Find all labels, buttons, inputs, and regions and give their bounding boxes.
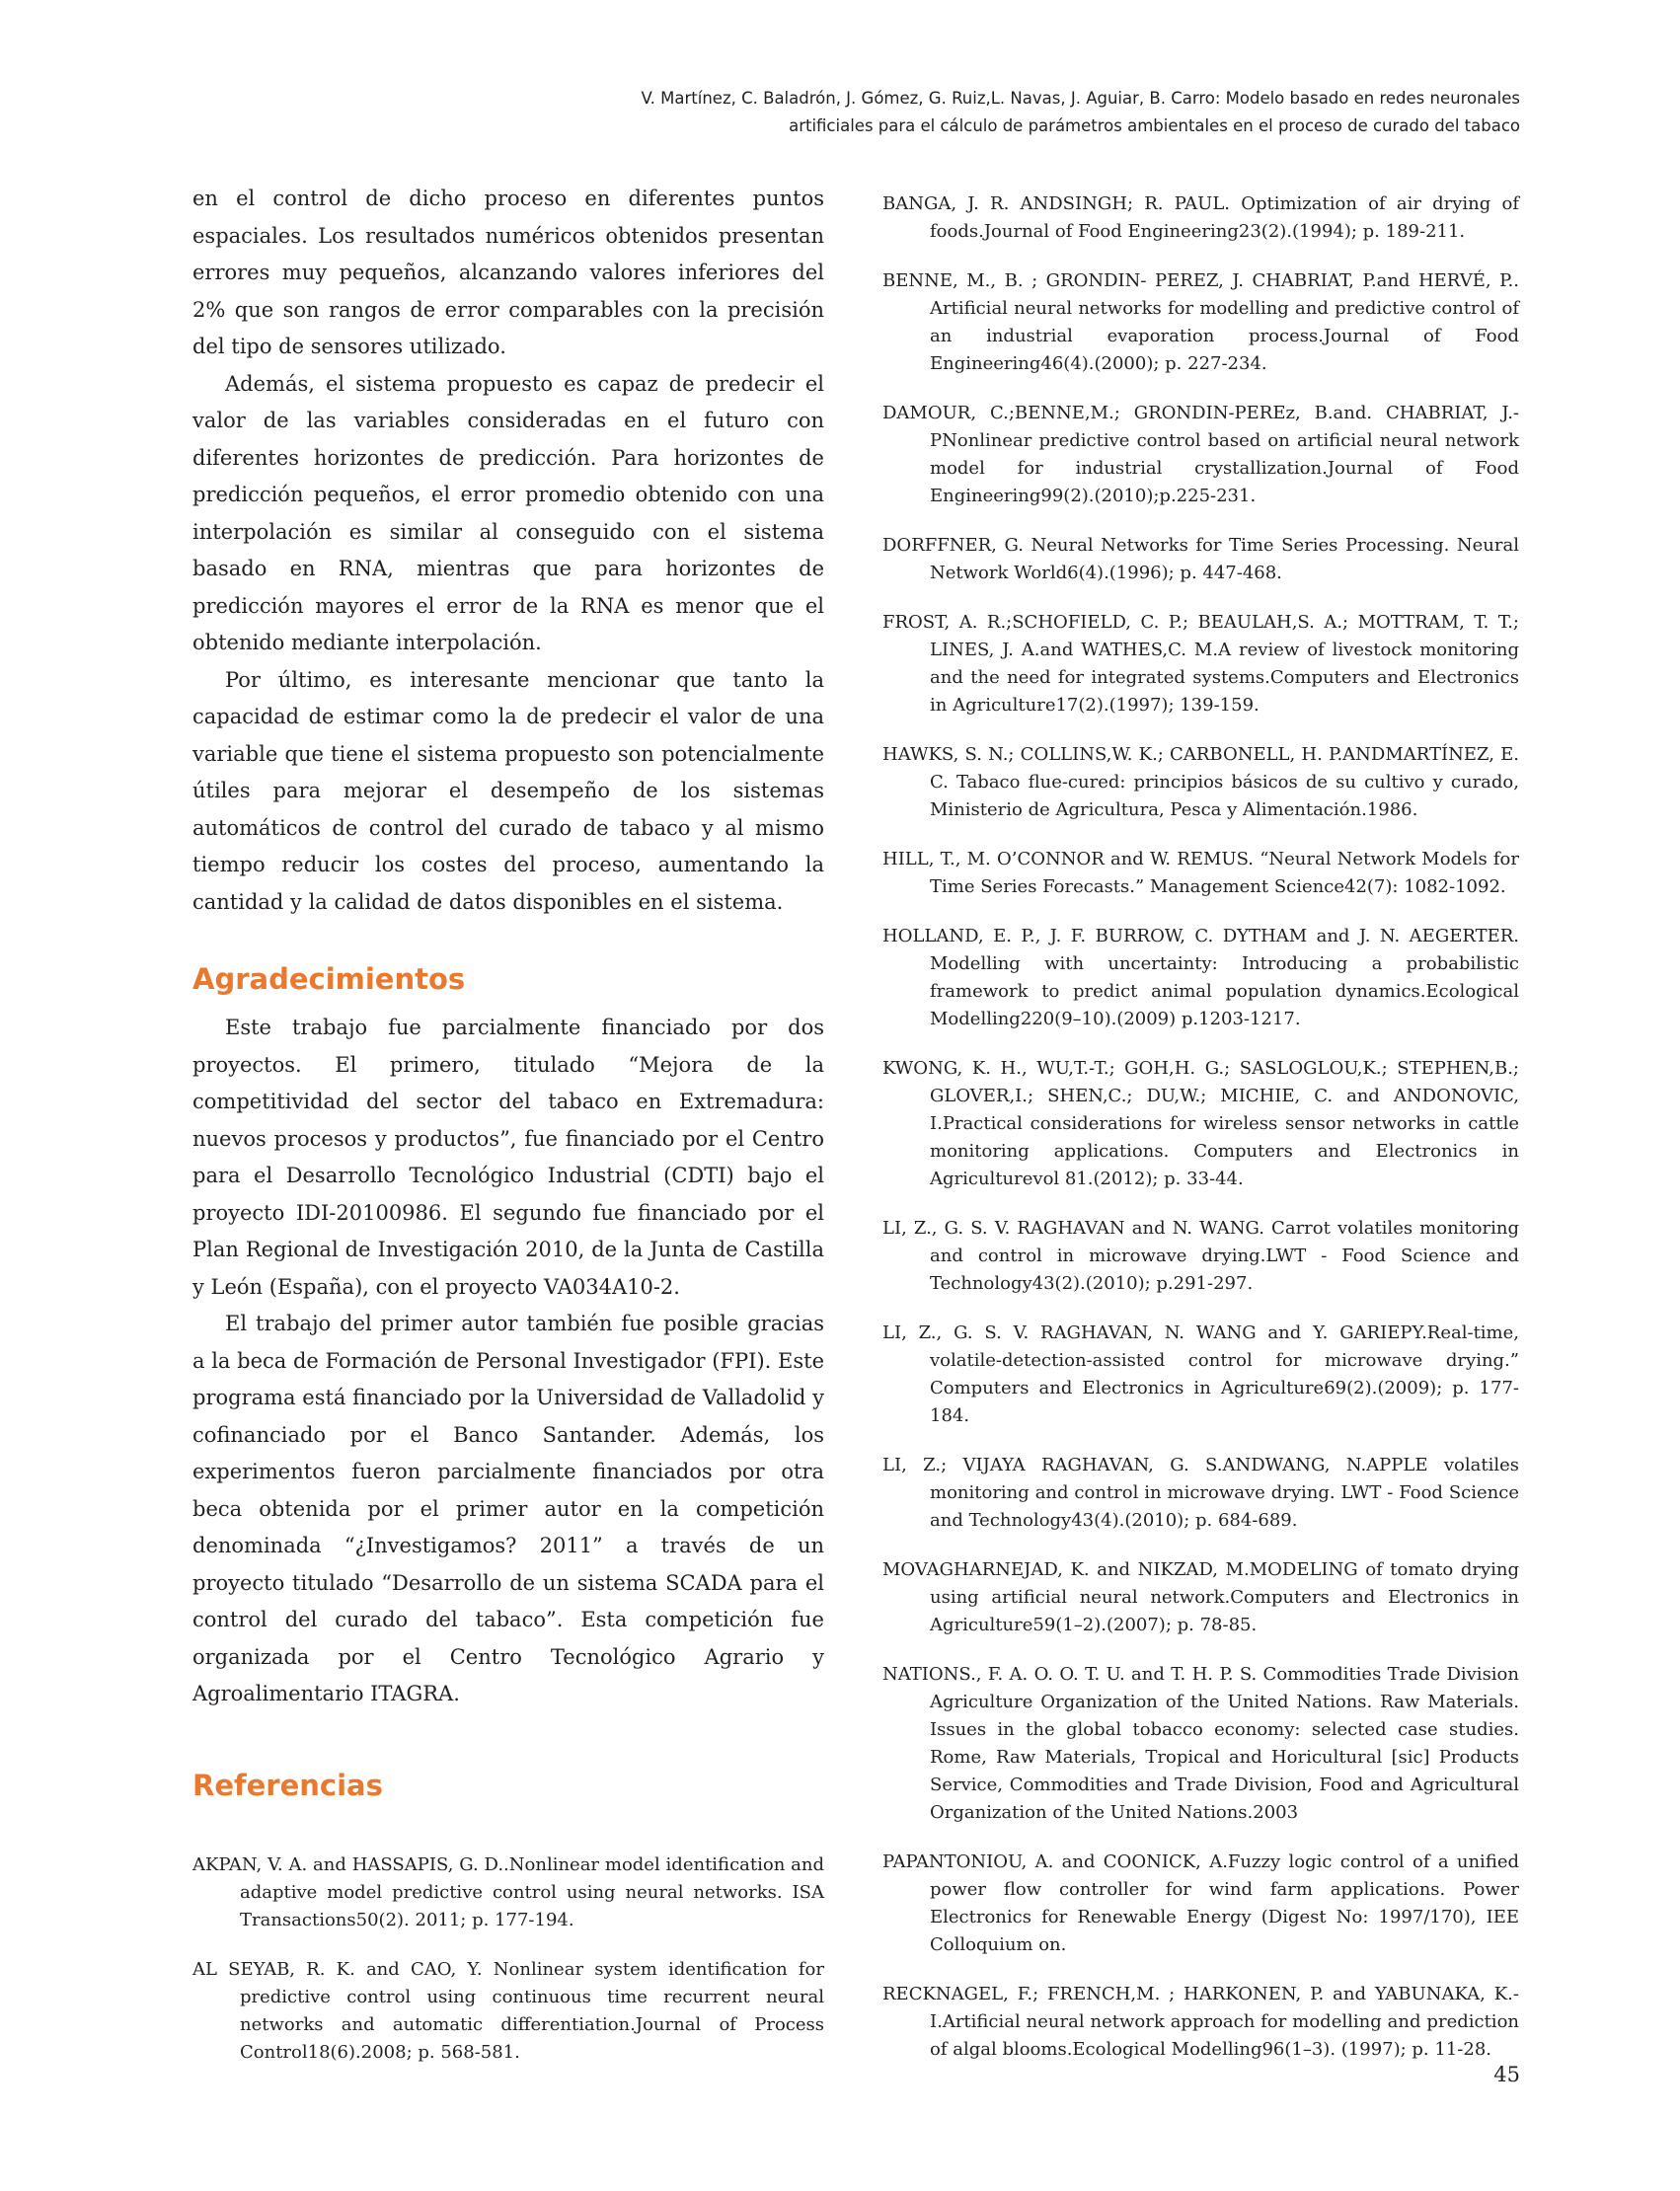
references-heading: Referencias — [192, 1768, 383, 1802]
left-column — [192, 181, 824, 2088]
reference-item: MOVAGHARNEJAD, K. and NIKZAD, M.MODELING of tomato drying using artificial neural network.Computers and Electronics in Agriculture59(1–2).(2007); p. 78-85. — [882, 1559, 1519, 1635]
reference-item: LI, Z.; VIJAYA RAGHAVAN, G. S.ANDWANG, N.APPLE volatiles monitoring and control in microwave drying. LWT - Food Science and Technology43(4).(2010); p. 684-689. — [882, 1455, 1519, 1531]
reference-item: LI, Z., G. S. V. RAGHAVAN and N. WANG. Carrot volatiles monitoring and control in microwave drying.LWT - Food Science and Technology43(2).(2010); p.291-297. — [882, 1218, 1519, 1294]
running-header-line-2: artificiales para el cálculo de parámetros ambientales en el proceso de curado del tabaco — [789, 116, 1520, 135]
reference-item: AKPAN, V. A. and HASSAPIS, G. D..Nonlinear model identification and adaptive model predictive control using neural networks. ISA Transactions50(2). 2011; p. 177-194. — [192, 1853, 824, 1930]
reference-item: AL SEYAB, R. K. and CAO, Y. Nonlinear system identification for predictive control using continuous time recurrent neural networks and automatic differentiation.Journal of Process Control18(6).2008; p. 568-581. — [192, 1958, 824, 2063]
reference-item: BENNE, M., B. ; GRONDIN- PEREZ, J. CHABRIAT, P.and HERVÉ, P.. Artificial neural networks for modelling and predictive control of an industrial evaporation process.Journal of Food Engineering46(4).(2000); p. 227-234. — [882, 270, 1519, 374]
acknowledgements-paragraph: El trabajo del primer autor también fue posible gracias a la beca de Formación de Personal Investigador (FPI). Este programa está financiado por la Universidad de Valladolid y cofinanciado por el Banco Santander. Además, los experimentos fueron parcialmente financiados por otra beca obtenida por el primer autor en la competición denominada “¿Investigamos? 2011” a través de un proyecto titulado “Desarrollo de un sistema SCADA para el control del curado del tabaco”. Esta competición fue organizada por el Centro Tecnológico Agrario y Agroalimentario ITAGRA. — [192, 1312, 824, 1705]
right-column — [882, 190, 1519, 2085]
reference-item: DORFFNER, G. Neural Networks for Time Series Processing. Neural Network World6(4).(1996); p. 447-468. — [882, 535, 1519, 583]
body-paragraph: Por último, es interesante mencionar que tanto la capacidad de estimar como la de predecir el valor de una variable que tiene el sistema propuesto son potencialmente útiles para mejorar el desempeño de los sistemas automáticos de control del curado de tabaco y al mismo tiempo reducir los costes del proceso, aumentando la cantidad y la calidad de datos disponibles en el sistema. — [192, 667, 824, 914]
acknowledgements-paragraph: Este trabajo fue parcialmente financiado por dos proyectos. El primero, titulado “Mejora de la competitividad del sector del tabaco en Extremadura: nuevos procesos y productos”, fue financiado por el Centro para el Desarrollo Tecnológico Industrial (CDTI) bajo el proyecto IDI-20100986. El segundo fue financiado por el Plan Regional de Investigación 2010, de la Junta de Castilla y León (España), con el proyecto VA034A10-2. — [192, 1016, 824, 1299]
reference-item: PAPANTONIOU, A. and COONICK, A.Fuzzy logic control of a unified power flow controller for wind farm applications. Power Electronics for Renewable Energy (Digest No: 1997/170), IEE Colloquium on. — [882, 1851, 1519, 1955]
acknowledgements-heading: Agradecimientos — [192, 962, 466, 996]
running-header-line-1: V. Martínez, C. Baladrón, J. Gómez, G. Ruiz,L. Navas, J. Aguiar, B. Carro: Modelo basado en redes neuronales — [641, 89, 1520, 108]
body-paragraph: Además, el sistema propuesto es capaz de predecir el valor de las variables consideradas en el futuro con diferentes horizontes de predicción. Para horizontes de predicción pequeños, el error promedio obtenido con una interpolación es similar al conseguido con el sistema basado en RNA, mientras que para horizontes de predicción mayores el error de la RNA es menor que el obtenido mediante interpolación. — [192, 371, 824, 654]
reference-item: HILL, T., M. O’CONNOR and W. REMUS. “Neural Network Models for Time Series Forecasts.” Management Science42(7): 1082-1092. — [882, 849, 1519, 897]
page-number: 45 — [1493, 2063, 1520, 2086]
reference-item: KWONG, K. H., WU,T.-T.; GOH,H. G.; SASLOGLOU,K.; STEPHEN,B.; GLOVER,I.; SHEN,C.; DU,W.; MICHIE, C. and ANDONOVIC, I.Practical considerations for wireless sensor networks in cattle monitoring applications. Computers and Electronics in Agriculturevol 81.(2012); p. 33-44. — [882, 1058, 1519, 1189]
reference-item: DAMOUR, C.;BENNE,M.; GRONDIN-PEREz, B.and. CHABRIAT, J.-PNonlinear predictive control based on artificial neural network model for industrial crystallization.Journal of Food Engineering99(2).(2010);p.225-231. — [882, 403, 1519, 506]
reference-item: HAWKS, S. N.; COLLINS,W. K.; CARBONELL, H. P.ANDMARTÍNEZ, E. C. Tabaco flue-cured: principios básicos de su cultivo y curado, Ministerio de Agricultura, Pesca y Alimentación.1986. — [882, 744, 1519, 820]
reference-item: LI, Z., G. S. V. RAGHAVAN, N. WANG and Y. GARIEPY.Real-time, volatile-detection-assisted control for microwave drying.” Computers and Electronics in Agriculture69(2).(2009); p. 177-184. — [882, 1322, 1519, 1426]
reference-item: FROST, A. R.;SCHOFIELD, C. P.; BEAULAH,S. A.; MOTTRAM, T. T.; LINES, J. A.and WATHES,C. M.A review of livestock monitoring and the need for integrated systems.Computers and Electronics in Agriculture17(2).(1997); 139-159. — [882, 612, 1519, 716]
reference-item: NATIONS., F. A. O. O. T. U. and T. H. P. S. Commodities Trade Division Agriculture Organization of the United Nations. Raw Materials. Issues in the global tobacco economy: selected case studies. Rome, Raw Materials, Tropical and Horicultural [sic] Products Service, Commodities and Trade Division, Food and Agricultural Organization of the United Nations.2003 — [882, 1664, 1519, 1823]
body-paragraph: en el control de dicho proceso en diferentes puntos espaciales. Los resultados numéricos obtenidos presentan errores muy pequeños, alcanzando valores inferiores del 2% que son rangos de error comparables con la precisión del tipo de sensores utilizado. — [192, 187, 824, 358]
reference-item: RECKNAGEL, F.; FRENCH,M. ; HARKONEN, P. and YABUNAKA, K.-I.Artificial neural network approach for modelling and prediction of algal blooms.Ecological Modelling96(1–3). (1997); p. 11-28. — [882, 1984, 1519, 2060]
reference-item: BANGA, J. R. ANDSINGH; R. PAUL. Optimization of air drying of foods.Journal of Food Engineering23(2).(1994); p. 189-211. — [882, 193, 1519, 242]
reference-item: HOLLAND, E. P., J. F. BURROW, C. DYTHAM and J. N. AEGERTER. Modelling with uncertainty: Introducing a probabilistic framework to predict animal population dynamics.Ecological Modelling220(9–10).(2009) p.1203-1217. — [882, 926, 1519, 1029]
running-header — [434, 85, 1520, 140]
